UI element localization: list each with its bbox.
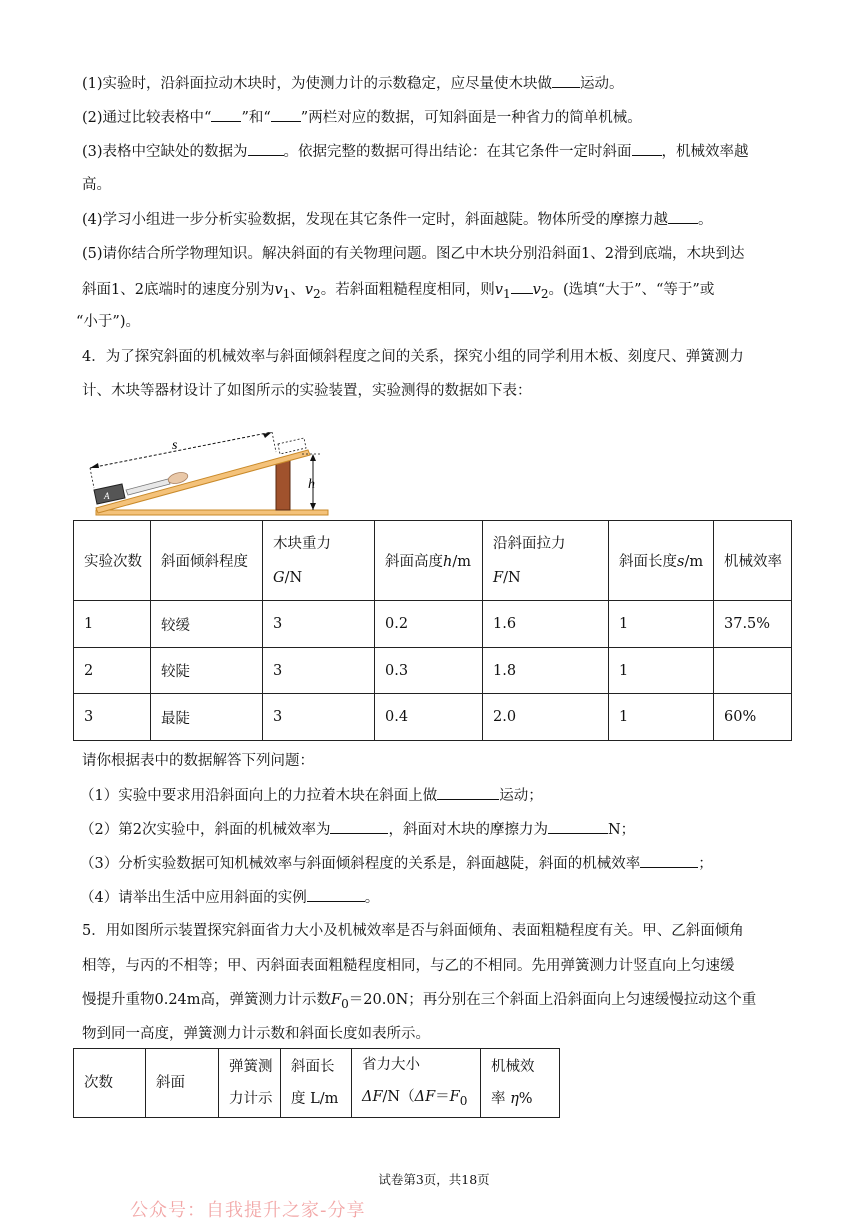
header-length: 斜面长	[291, 1058, 335, 1075]
q3-part-1	[82, 72, 808, 95]
s-arrow-head-left	[90, 463, 99, 468]
q4-stem	[82, 346, 808, 368]
header-cell	[74, 1049, 146, 1118]
q4-s1-text-end: 运动；	[499, 788, 543, 804]
unit-m: /m	[452, 554, 471, 570]
table-cell: 较缓	[151, 601, 263, 648]
symbol-f0: F	[331, 992, 342, 1008]
header-cell	[146, 1049, 219, 1118]
answer-blank[interactable]	[307, 886, 365, 902]
unit-n: /N	[503, 569, 521, 586]
s-extension	[272, 432, 276, 452]
symbol-h: h	[443, 554, 453, 570]
answer-blank[interactable]	[548, 818, 608, 834]
label-a: A	[104, 491, 110, 501]
table-cell: 60%	[714, 694, 792, 741]
q4-ask-text: 请你根据表中的数据解答下列问题：	[82, 753, 314, 769]
header-slope: 斜面倾斜程度	[161, 554, 248, 570]
header-cell	[151, 521, 263, 601]
q4-sub-1	[80, 784, 808, 807]
data-table-q4	[73, 520, 792, 741]
s-arrow	[90, 432, 272, 468]
symbol-delta-f: ΔF	[362, 1089, 383, 1105]
table-cell: 3	[74, 694, 151, 741]
header-cell	[74, 521, 151, 601]
answer-blank[interactable]	[511, 278, 533, 294]
header-length-wrap: 度 L/m	[291, 1090, 339, 1107]
header-height: 斜面高度	[385, 554, 443, 570]
header-cell	[609, 521, 714, 601]
table-row	[74, 601, 792, 648]
q5-line-2	[82, 955, 808, 977]
answer-blank[interactable]	[668, 208, 698, 224]
header-cell	[483, 521, 609, 601]
header-cell	[281, 1049, 352, 1118]
v2-subscript: 2	[540, 286, 549, 301]
q3-p2-text-end: ”两栏对应的数据，可知斜面是一种省力的简单机械。	[300, 110, 642, 126]
header-weight: 木块重力	[273, 535, 331, 552]
q5-text: 慢提升重物0.24m高，弹簧测力计示数	[82, 992, 332, 1008]
header-length: 斜面长度	[619, 554, 677, 570]
q4-s2-text: （2）第2次实验中，斜面的机械效率为	[80, 822, 331, 838]
q3-part-3-cont	[82, 174, 808, 196]
q4-s2-text-mid: ，斜面对木块的摩擦力为	[388, 822, 548, 838]
q3-p4-text: (4)学习小组进一步分析实验数据，发现在其它条件一定时，斜面越陡。物体所受的摩擦力越	[82, 212, 669, 228]
q3-p1-text: (1)实验时，沿斜面拉动木块时，为使测力计的示数稳定，应尽量使木块做	[82, 76, 553, 92]
page-footer: 试卷第3页，共18页	[378, 1172, 490, 1187]
q3-part-5-line3	[76, 311, 808, 333]
header-cell	[481, 1049, 560, 1118]
unit-m: /m	[684, 554, 704, 570]
table-cell: 1.6	[483, 601, 609, 648]
q4-s4-text: （4）请举出生活中应用斜面的实例	[80, 890, 307, 906]
symbol-delta-f: ΔF	[414, 1089, 436, 1105]
answer-blank[interactable]	[211, 106, 241, 122]
header-scale: 弹簧测	[229, 1058, 273, 1075]
v2-subscript: 2	[313, 286, 321, 301]
answer-blank[interactable]	[552, 72, 580, 88]
v1-symbol: v	[494, 282, 503, 298]
h-arrow-top	[310, 454, 316, 461]
table-cell: 0.4	[375, 694, 483, 741]
ground-board	[96, 510, 328, 515]
q3-p2-text-mid: ”和“	[241, 110, 271, 126]
q5-text: ＝20.0N；再分别在三个斜面上沿斜面向上匀速缓慢拉动这个重	[348, 992, 757, 1008]
q3-part-3	[82, 140, 808, 163]
q4-s3-text-end: ；	[698, 856, 713, 872]
table-cell: 3	[263, 601, 375, 648]
table-cell: 1	[609, 601, 714, 648]
q5-text: 相等，与丙的不相等；甲、丙斜面表面粗糙程度相同，与乙的不相同。先用弹簧测力计竖直向上匀速缓	[82, 958, 735, 974]
table-cell: 2	[74, 648, 151, 694]
table-cell: 较陡	[151, 648, 263, 694]
q3-p1-text-end: 运动。	[580, 76, 624, 92]
subscript-0: 0	[341, 996, 349, 1011]
table-cell: 1.8	[483, 648, 609, 694]
q3-part-4	[82, 208, 808, 231]
answer-blank[interactable]	[632, 140, 662, 156]
incline-diagram	[82, 432, 332, 518]
table-cell: 1	[609, 694, 714, 741]
v2-symbol: v	[532, 282, 541, 298]
label-s: s	[172, 438, 178, 453]
symbol-eta: η	[510, 1090, 519, 1107]
q3-p5-text-d: 。(选填“大于”、“等于”或	[548, 282, 715, 298]
symbol-f0: F	[449, 1089, 460, 1105]
q3-p5-text: (5)请你结合所学物理知识。解决斜面的有关物理问题。图乙中木块分别沿斜面1、2滑到底端，木块到达	[82, 246, 745, 262]
table-row	[74, 648, 792, 694]
table-cell: 3	[263, 694, 375, 741]
q3-p5-text-b: 斜面1、2底端时的速度分别为	[82, 282, 275, 298]
table-cell: 2.0	[483, 694, 609, 741]
q3-part-5-line2	[82, 278, 808, 305]
q3-p3-text-wrap: 高。	[82, 177, 111, 193]
watermark: 公众号：自我提升之家-分享	[130, 1200, 366, 1221]
q3-p5-text-c: 。若斜面粗糙程度相同，则	[320, 282, 495, 298]
header-saving: 省力大小	[362, 1057, 420, 1073]
header-efficiency-wrap: 率	[491, 1090, 506, 1107]
header-trial: 次数	[84, 1074, 113, 1091]
header-incline: 斜面	[156, 1074, 185, 1091]
table-cell: 0.3	[375, 648, 483, 694]
s-extension	[90, 468, 94, 488]
q5-line-1	[82, 920, 808, 942]
header-cell	[219, 1049, 281, 1118]
header-pull: 沿斜面拉力	[493, 535, 566, 552]
q4-s4-text-end: 。	[364, 890, 380, 906]
answer-blank[interactable]	[248, 140, 284, 156]
q3-p3-text-mid: 。依据完整的数据可得出结论：在其它条件一定时斜面	[283, 144, 632, 160]
header-cell	[714, 521, 792, 601]
table-cell: 3	[263, 648, 375, 694]
answer-blank[interactable]	[271, 106, 301, 122]
q4-sub-4	[80, 886, 808, 909]
h-arrow-bottom	[310, 503, 316, 510]
table-cell: 1	[609, 648, 714, 694]
q3-p3-text-end: ，机械效率越	[661, 144, 749, 160]
symbol-g: G	[273, 569, 285, 586]
table-cell: 37.5%	[714, 601, 792, 648]
q3-p5-text-e: “小于”)。	[76, 314, 140, 330]
q4-s2-text-end: N；	[607, 822, 636, 838]
q4-stem-2	[82, 380, 808, 402]
table-cell: 1	[74, 601, 151, 648]
header-trial: 实验次数	[84, 554, 142, 570]
header-cell	[263, 521, 375, 601]
answer-blank[interactable]	[437, 784, 499, 800]
q3-p3-text: (3)表格中空缺处的数据为	[82, 144, 248, 160]
v2-symbol: v	[304, 282, 314, 298]
symbol-f: F	[493, 569, 504, 586]
q5-line-4	[82, 1023, 808, 1045]
q4-stem-line1: 4．为了探究斜面的机械效率与斜面倾斜程度之间的关系，探究小组的同学利用木板、刻度尺、弹簧测力	[82, 349, 744, 365]
table-row	[74, 694, 792, 741]
percent: %	[518, 1090, 533, 1107]
q3-p4-text-end: 。	[698, 212, 713, 228]
v1-subscript: 1	[282, 286, 291, 301]
table-cell: 0.2	[375, 601, 483, 648]
q3-part-2	[82, 106, 808, 129]
q4-sub-3	[80, 852, 808, 875]
header-cell	[352, 1049, 481, 1118]
v1-symbol: v	[274, 282, 283, 298]
equals: ＝	[435, 1089, 450, 1105]
table-header-row	[74, 1049, 560, 1118]
subscript-0: 0	[459, 1093, 468, 1108]
answer-blank[interactable]	[330, 818, 388, 834]
q4-s3-text: （3）分析实验数据可知机械效率与斜面倾斜程度的关系是，斜面越陡，斜面的机械效率	[80, 856, 641, 872]
q5-text: 5．用如图所示装置探究斜面省力大小及机械效率是否与斜面倾角、表面粗糙程度有关。甲、乙斜面倾角	[82, 923, 744, 939]
support-block	[276, 460, 290, 510]
q3-part-5	[82, 243, 808, 265]
header-scale-wrap: 力计示	[229, 1090, 273, 1107]
q4-sub-2	[80, 818, 808, 841]
q4-stem-line2: 计、木块等器材设计了如图所示的实验装置，实验测得的数据如下表：	[82, 383, 532, 399]
q3-p2-text: (2)通过比较表格中“	[82, 110, 212, 126]
unit-n: /N	[284, 569, 303, 586]
separator: 、	[290, 282, 305, 298]
header-cell	[375, 521, 483, 601]
answer-blank[interactable]	[640, 852, 698, 868]
header-efficiency: 机械效	[491, 1058, 535, 1075]
q4-ask	[82, 750, 808, 772]
q5-text: 物到同一高度，弹簧测力计示数和斜面长度如表所示。	[82, 1026, 430, 1042]
v1-subscript: 1	[502, 286, 511, 301]
q5-line-3	[82, 989, 808, 1015]
unit-n: /N（	[382, 1089, 415, 1105]
symbol-s: s	[677, 554, 685, 570]
table-cell-empty[interactable]	[714, 648, 792, 694]
q4-s1-text: （1）实验中要求用沿斜面向上的力拉着木块在斜面上做	[80, 788, 438, 804]
data-table-q5	[73, 1048, 560, 1118]
header-efficiency: 机械效率	[724, 554, 782, 570]
table-cell: 最陡	[151, 694, 263, 741]
table-header-row	[74, 521, 792, 601]
label-h: h	[308, 477, 315, 492]
